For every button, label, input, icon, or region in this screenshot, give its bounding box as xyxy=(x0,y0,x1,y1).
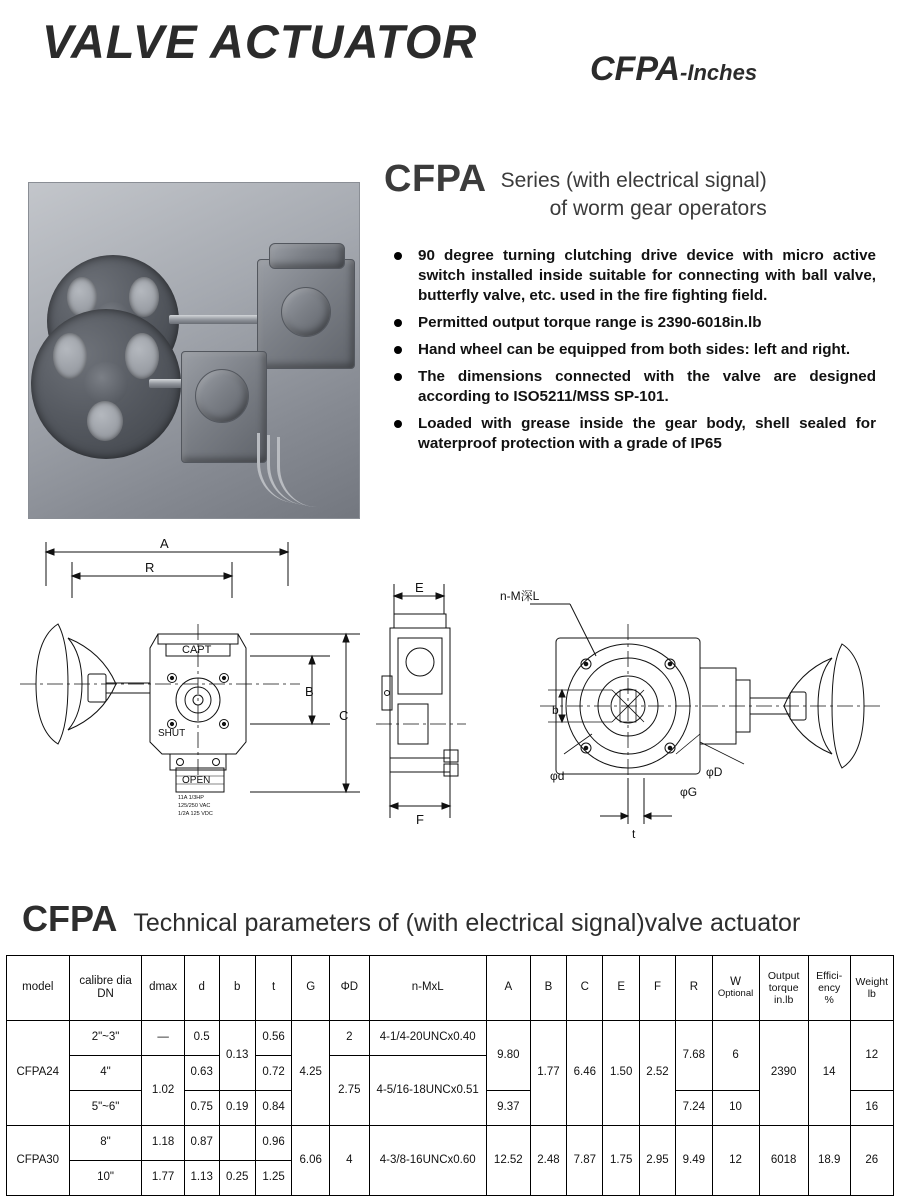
page-subtitle-model: CFPA xyxy=(590,50,681,88)
col-R: R xyxy=(676,956,712,1021)
technical-drawings xyxy=(0,528,900,888)
col-torque-l2: torque xyxy=(768,981,799,994)
col-B: B xyxy=(530,956,566,1021)
feature-list xyxy=(384,246,876,455)
product-description-heading xyxy=(384,160,876,224)
series-line-2: of worm gear operators xyxy=(549,197,767,221)
dim-label-R: R xyxy=(145,560,155,575)
handwheel-front-spoke-gap xyxy=(53,333,87,379)
cell-G: 4.25 xyxy=(292,1021,330,1126)
col-nMxL: n-MxL xyxy=(369,956,486,1021)
dim-label-E: E xyxy=(415,580,424,595)
col-A: A xyxy=(486,956,530,1021)
table-title-text: Technical parameters of (with electrical signal)valve actuator xyxy=(133,909,801,937)
col-F: F xyxy=(639,956,675,1021)
spec-table-body xyxy=(7,1021,894,1196)
col-G: G xyxy=(292,956,330,1021)
col-W xyxy=(712,956,759,1021)
handwheel-rear-spoke-gap xyxy=(129,277,159,317)
col-E: E xyxy=(603,956,639,1021)
col-model: model xyxy=(7,956,70,1021)
col-t: t xyxy=(255,956,291,1021)
cell-nMxL: 4-1/4-20UNCx0.40 xyxy=(369,1021,486,1056)
cell-dmax: — xyxy=(142,1021,184,1056)
dim-label-t: t xyxy=(632,827,636,841)
col-eff-l2: ency xyxy=(818,981,841,994)
nameplate-line-2: 125/250 VAC xyxy=(178,803,211,809)
cell-d: 0.5 xyxy=(184,1021,219,1056)
cell-dmax: 1.02 xyxy=(142,1056,184,1126)
col-weight-l1: Weight xyxy=(855,975,889,988)
cell-b: 0.25 xyxy=(219,1161,255,1196)
col-C: C xyxy=(567,956,603,1021)
cell-torque: 6018 xyxy=(759,1126,808,1196)
dim-label-phi-G: φG xyxy=(680,785,698,799)
dim-label-n-M-L: n-M深L xyxy=(500,589,540,603)
cell-dmax: 1.18 xyxy=(142,1126,184,1161)
cell-model: CFPA30 xyxy=(7,1126,70,1196)
brand-name: CFPA xyxy=(384,158,487,200)
table-header-row xyxy=(7,956,894,1021)
cell-nMxL: 4-3/8-16UNCx0.60 xyxy=(369,1126,486,1196)
col-torque xyxy=(759,956,808,1021)
cell-torque: 2390 xyxy=(759,1021,808,1126)
cell-B: 2.48 xyxy=(530,1126,566,1196)
page-subtitle xyxy=(590,50,757,89)
col-eff-l3: % xyxy=(824,994,834,1007)
cell-E: 1.75 xyxy=(603,1126,639,1196)
col-calibre-sub: DN xyxy=(97,988,114,1000)
list-item: Hand wheel can be equipped from both sides: left and right. xyxy=(384,340,876,360)
col-b: b xyxy=(219,956,255,1021)
col-weight xyxy=(850,956,893,1021)
spec-table-head xyxy=(7,956,894,1021)
cell-F: 2.52 xyxy=(639,1021,675,1126)
cell-d: 0.75 xyxy=(184,1091,219,1126)
label-capt: CAPT xyxy=(182,644,212,656)
spec-table xyxy=(6,955,894,1196)
col-phiD: ΦD xyxy=(330,956,369,1021)
table-title-brand: CFPA xyxy=(22,898,118,939)
cell-t: 0.96 xyxy=(255,1126,291,1161)
table-section-title xyxy=(22,898,892,940)
gearbox-rear-indicator xyxy=(281,287,331,337)
list-item: Permitted output torque range is 2390-6018in.lb xyxy=(384,313,876,333)
cell-W: 12 xyxy=(712,1126,759,1196)
cell-b xyxy=(219,1126,255,1161)
cell-C: 7.87 xyxy=(567,1126,603,1196)
cell-dn: 4" xyxy=(69,1056,142,1091)
page-subtitle-units: -Inches xyxy=(680,60,758,85)
table-row xyxy=(7,1021,894,1056)
handwheel-front-spoke-gap xyxy=(87,401,123,441)
cell-dn: 8" xyxy=(69,1126,142,1161)
label-shut: SHUT xyxy=(158,728,186,739)
table-row xyxy=(7,1126,894,1161)
gearbox-front-indicator xyxy=(195,369,249,423)
series-description xyxy=(501,160,767,224)
col-torque-l3: in.lb xyxy=(774,994,794,1007)
cell-t: 0.56 xyxy=(255,1021,291,1056)
col-torque-l1: Output xyxy=(767,969,800,982)
gearbox-rear-cap xyxy=(269,243,345,269)
cell-d: 1.13 xyxy=(184,1161,219,1196)
cell-G: 6.06 xyxy=(292,1126,330,1196)
cell-dn: 2"~3" xyxy=(69,1021,142,1056)
cell-E: 1.50 xyxy=(603,1021,639,1126)
cell-dn: 5"~6" xyxy=(69,1091,142,1126)
product-photo xyxy=(28,182,360,519)
dim-label-F: F xyxy=(416,812,424,827)
dim-label-phi-d: φd xyxy=(550,769,565,783)
cell-phiD: 4 xyxy=(330,1126,369,1196)
cell-R: 7.68 xyxy=(676,1021,712,1091)
cell-t: 0.84 xyxy=(255,1091,291,1126)
col-eff-l1: Effici- xyxy=(816,969,843,982)
drawing-svg xyxy=(0,528,900,888)
cell-W: 10 xyxy=(712,1091,759,1126)
series-line-1: Series (with electrical signal) xyxy=(500,169,767,192)
dim-label-C: C xyxy=(339,708,349,723)
cell-b: 0.19 xyxy=(219,1091,255,1126)
handwheel-front-spoke-gap xyxy=(125,333,159,379)
cell-dmax: 1.77 xyxy=(142,1161,184,1196)
col-weight-l2: lb xyxy=(867,988,876,1000)
col-W-main: W xyxy=(730,975,741,988)
dim-label-b: b xyxy=(552,703,559,717)
col-efficiency xyxy=(808,956,850,1021)
product-description xyxy=(384,160,876,461)
cell-efficiency: 14 xyxy=(808,1021,850,1126)
cell-b: 0.13 xyxy=(219,1021,255,1091)
cell-F: 2.95 xyxy=(639,1126,675,1196)
cell-C: 6.46 xyxy=(567,1021,603,1126)
list-item: The dimensions connected with the valve are designed according to ISO5211/MSS SP-101. xyxy=(384,367,876,407)
list-item: Loaded with grease inside the gear body, shell sealed for waterproof protection with a grade of IP65 xyxy=(384,414,876,454)
col-d: d xyxy=(184,956,219,1021)
cell-W: 6 xyxy=(712,1021,759,1091)
cell-A: 9.80 xyxy=(486,1021,530,1091)
cell-phiD: 2 xyxy=(330,1021,369,1056)
cell-phiD: 2.75 xyxy=(330,1056,369,1126)
cell-weight: 12 xyxy=(850,1021,893,1091)
cell-model: CFPA24 xyxy=(7,1021,70,1126)
cell-t: 1.25 xyxy=(255,1161,291,1196)
dim-label-phi-D: φD xyxy=(706,765,723,779)
col-calibre-main: calibre dia xyxy=(79,974,132,987)
cell-R: 7.24 xyxy=(676,1091,712,1126)
cell-d: 0.63 xyxy=(184,1056,219,1091)
col-calibre xyxy=(69,956,142,1021)
cell-weight: 16 xyxy=(850,1091,893,1126)
cell-dn: 10" xyxy=(69,1161,142,1196)
nameplate-line-1: 11A 1/3HP xyxy=(178,795,204,801)
cell-A: 12.52 xyxy=(486,1126,530,1196)
cell-R: 9.49 xyxy=(676,1126,712,1196)
cell-weight: 26 xyxy=(850,1126,893,1196)
col-dmax: dmax xyxy=(142,956,184,1021)
cell-d: 0.87 xyxy=(184,1126,219,1161)
handwheel-front-hub xyxy=(84,362,128,406)
page-header xyxy=(0,0,900,100)
page-title: VALVE ACTUATOR xyxy=(42,15,478,68)
cell-B: 1.77 xyxy=(530,1021,566,1126)
nameplate-line-3: 1/2A 125 VDC xyxy=(178,811,213,817)
cell-nMxL: 4-5/16-18UNCx0.51 xyxy=(369,1056,486,1126)
label-open: OPEN xyxy=(182,775,211,786)
cell-A: 9.37 xyxy=(486,1091,530,1126)
dim-label-A: A xyxy=(160,536,169,551)
list-item: 90 degree turning clutching drive device with micro active switch installed inside suitable for connecting with ball valve, butterfly valve, etc. used in the fire fighting field. xyxy=(384,246,876,306)
cell-efficiency: 18.9 xyxy=(808,1126,850,1196)
col-W-sub: Optional xyxy=(717,988,754,1000)
dim-label-B: B xyxy=(305,684,314,699)
cell-t: 0.72 xyxy=(255,1056,291,1091)
